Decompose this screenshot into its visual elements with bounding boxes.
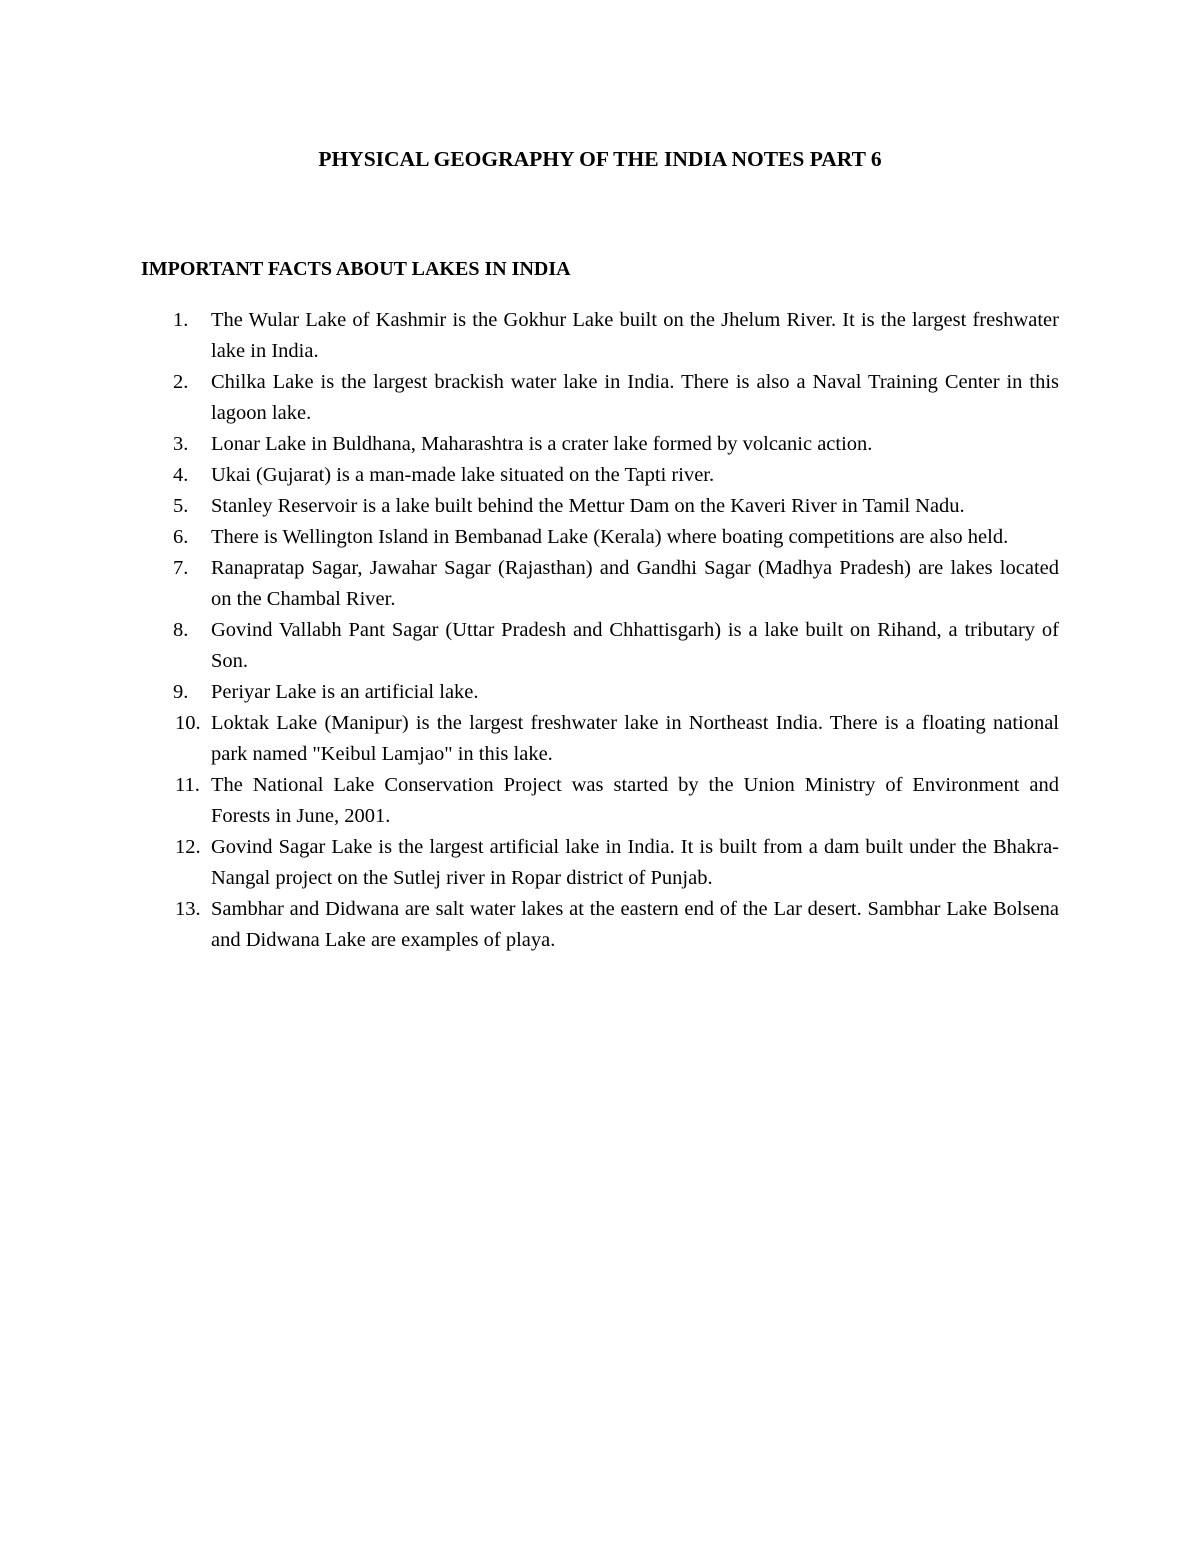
list-item-text: There is Wellington Island in Bembanad Lake (Kerala) where boating competitions are also held.	[211, 526, 1009, 548]
list-item-text: Periyar Lake is an artificial lake.	[211, 681, 479, 703]
list-item-number: 3.	[173, 433, 189, 455]
list-item	[141, 832, 1059, 894]
list-item-text: Sambhar and Didwana are salt water lakes at the eastern end of the Lar desert. Sambhar Lake Bolsena and Didwana Lake are examples of playa.	[211, 898, 1059, 951]
list-item-number: 9.	[173, 681, 189, 703]
list-item-number: 8.	[173, 619, 189, 641]
list-item-text: Govind Vallabh Pant Sagar (Uttar Pradesh and Chhattisgarh) is a lake built on Rihand, a tributary of Son.	[211, 619, 1059, 672]
list-item-text: Lonar Lake in Buldhana, Maharashtra is a crater lake formed by volcanic action.	[211, 433, 873, 455]
list-item	[141, 305, 1059, 367]
list-item	[141, 429, 1059, 460]
section-heading: IMPORTANT FACTS ABOUT LAKES IN INDIA	[141, 258, 571, 280]
page-title: PHYSICAL GEOGRAPHY OF THE INDIA NOTES PART 6	[318, 147, 882, 171]
list-item	[141, 677, 1059, 708]
list-item-number: 12.	[175, 836, 201, 858]
list-item	[141, 615, 1059, 677]
list-item-text: The Wular Lake of Kashmir is the Gokhur Lake built on the Jhelum River. It is the largest freshwater lake in India.	[211, 309, 1059, 362]
list-item	[141, 894, 1059, 956]
list-item-text: Ukai (Gujarat) is a man-made lake situated on the Tapti river.	[211, 464, 715, 486]
list-item	[141, 367, 1059, 429]
list-item	[141, 770, 1059, 832]
list-item-text: Stanley Reservoir is a lake built behind the Mettur Dam on the Kaveri River in Tamil Nadu.	[211, 495, 965, 517]
list-item-number: 7.	[173, 557, 189, 579]
list-item	[141, 553, 1059, 615]
list-item-number: 6.	[173, 526, 189, 548]
list-item-number: 1.	[173, 309, 189, 331]
list-item	[141, 708, 1059, 770]
list-item-number: 2.	[173, 371, 189, 393]
list-item	[141, 522, 1059, 553]
list-item-number: 5.	[173, 495, 189, 517]
list-item-text: Govind Sagar Lake is the largest artificial lake in India. It is built from a dam built under the Bhakra-Nangal project on the Sutlej river in Ropar district of Punjab.	[211, 836, 1059, 889]
list-item-number: 11.	[175, 774, 200, 796]
list-item-number: 10.	[175, 712, 201, 734]
list-item-number: 13.	[175, 898, 201, 920]
list-item-number: 4.	[173, 464, 189, 486]
list-item-text: Chilka Lake is the largest brackish water lake in India. There is also a Naval Training Center in this lagoon lake.	[211, 371, 1059, 424]
list-item	[141, 460, 1059, 491]
list-item-text: Loktak Lake (Manipur) is the largest freshwater lake in Northeast India. There is a floating national park named "Keibul Lamjao" in this lake.	[211, 712, 1059, 765]
list-item-text: Ranapratap Sagar, Jawahar Sagar (Rajasthan) and Gandhi Sagar (Madhya Pradesh) are lakes located on the Chambal River.	[211, 557, 1059, 610]
list-item-text: The National Lake Conservation Project was started by the Union Ministry of Environment and Forests in June, 2001.	[211, 774, 1059, 827]
facts-list	[141, 305, 1059, 956]
list-item	[141, 491, 1059, 522]
